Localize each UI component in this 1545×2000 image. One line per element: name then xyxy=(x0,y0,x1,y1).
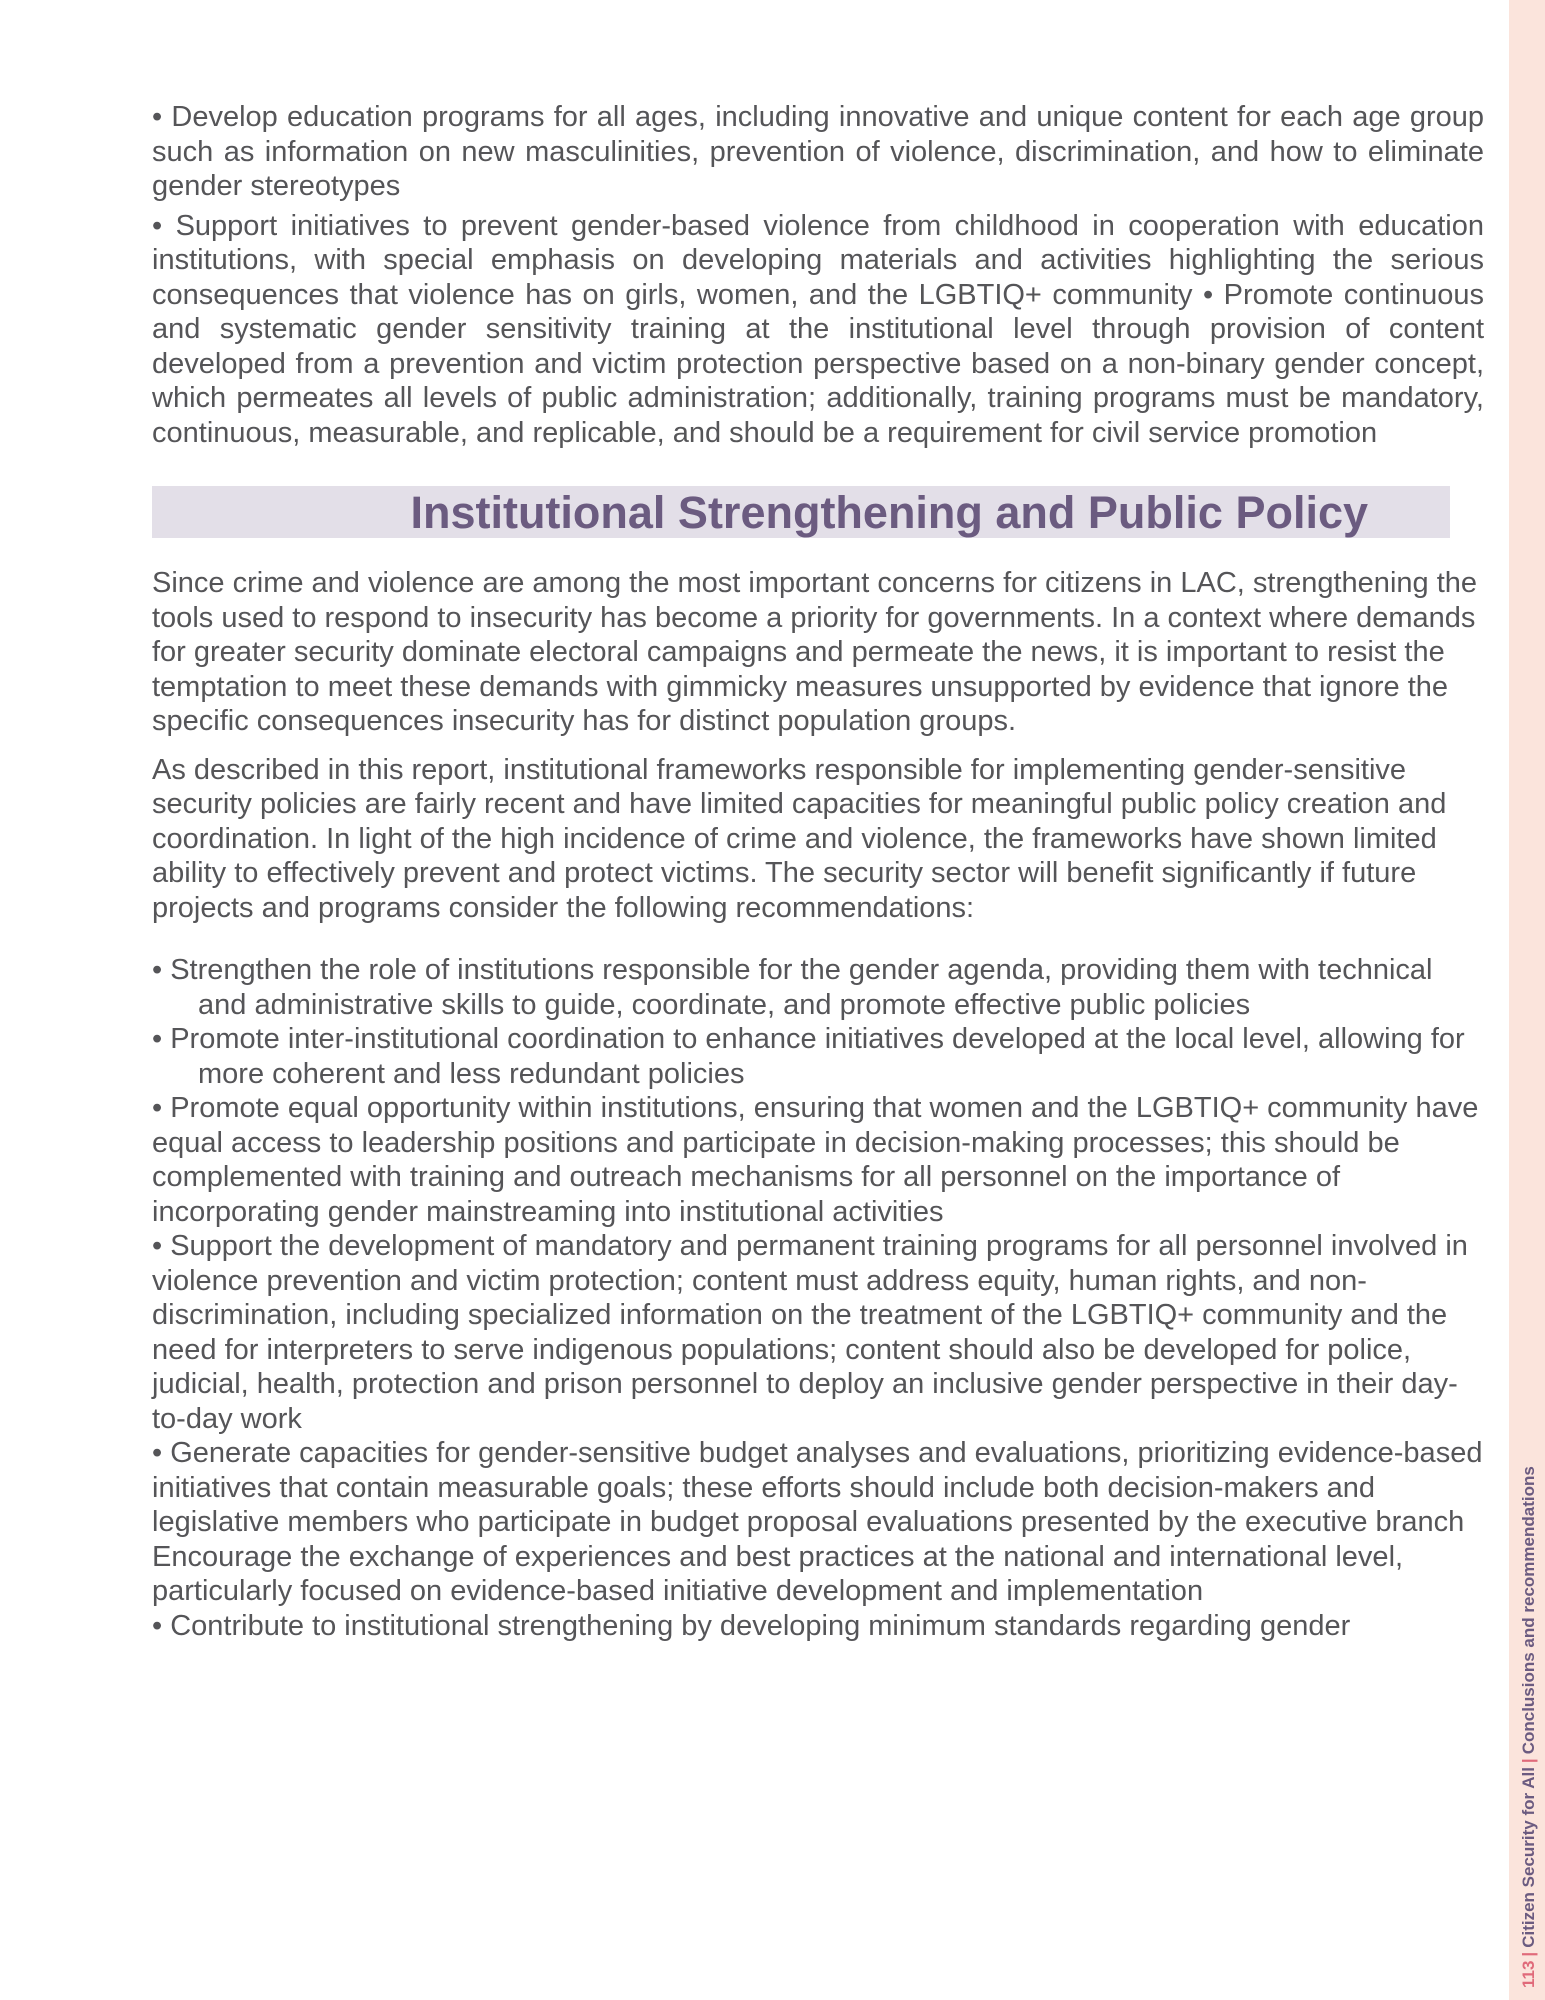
list-item: • Support initiatives to prevent gender-based violence from childhood in cooperation with education institutions, with special emphasis on developing materials and activities highlighting the serious consequences that violence has on girls, women, and the LGBTIQ+ community • Promote continuous and systematic gender sensitivity training at the institutional level through provision of content developed from a prevention and victim protection perspective based on a non-binary gender concept, which permeates all levels of public administration; additionally, training programs must be mandatory, continuous, measurable, and replicable, and should be a requirement for civil service promotion xyxy=(152,209,1484,449)
intro-paragraph: Since crime and violence are among the most important concerns for citizens in LAC, strengthening the tools used to respond to insecurity has become a priority for governments. In a context where demands for greater security dominate electoral campaigns and permeate the news, it is important to resist the temptation to meet these demands with gimmicky measures unsupported by evidence that ignore the specific consequences insecurity has for distinct population groups. xyxy=(152,567,1478,737)
book-title: Citizen Security for All xyxy=(1519,1767,1538,1948)
body-paragraph: As described in this report, institutional frameworks responsible for implementing gender-sensitive security policies are fairly recent and have limited capacities for meaningful public policy creation and coordination. In light of the high incidence of crime and violence, the frameworks have shown limited ability to effectively prevent and protect victims. The security sector will benefit significantly if future projects and programs consider the following recommendations: xyxy=(152,753,1447,924)
section-title: Institutional Strengthening and Public Policy xyxy=(410,487,1368,538)
list-item: • Promote equal opportunity within institutions, ensuring that women and the LGBTIQ+ community have equal access to leadership positions and participate in decision-making processes; this should be complemented with training and outreach mechanisms for all personnel on the importance of incorporating gender mainstreaming into institutional activities xyxy=(152,1092,1479,1228)
section-header xyxy=(152,486,1450,538)
separator: | xyxy=(1519,1951,1538,1957)
list-item: • Generate capacities for gender-sensitive budget analyses and evaluations, prioritizing evidence-based initiatives that contain measurable goals; these efforts should include both decision-makers and legislative members who participate in budget proposal evaluations presented by the executive branch xyxy=(152,1437,1483,1538)
list-item: Encourage the exchange of experiences and best practices at the national and international level, particularly focused on evidence-based initiative development and implementation xyxy=(152,1540,1404,1607)
list-item: • Strengthen the role of institutions responsible for the gender agenda, providing them with technical and administrative skills to guide, coordinate, and promote effective public policies xyxy=(152,954,1433,1021)
running-footer xyxy=(1518,1466,1540,1988)
chapter-title: Conclusions and recommendations xyxy=(1519,1466,1538,1755)
list-item: • Support the development of mandatory and permanent training programs for all personnel involved in violence prevention and victim protection; content must address equity, human rights, and non-discrimination, including specialized information on the treatment of the LGBTIQ+ community and the need for interpreters to serve indigenous populations; content should also be developed for police, judicial, health, protection and prison personnel to deploy an inclusive gender perspective in their day-to-day work xyxy=(152,1230,1468,1435)
page-content xyxy=(152,100,1484,1643)
list-item: • Promote inter-institutional coordination to enhance initiatives developed at the local level, allowing for more coherent and less redundant policies xyxy=(152,1023,1465,1090)
separator: | xyxy=(1519,1758,1538,1764)
sidebar xyxy=(1509,0,1545,2000)
list-item: • Contribute to institutional strengthening by developing minimum standards regarding gender xyxy=(152,1609,1351,1642)
page-number: 113 xyxy=(1519,1960,1538,1988)
list-item: • Develop education programs for all ages, including innovative and unique content for each age group such as information on new masculinities, prevention of violence, discrimination, and how to eliminate gender stereotypes xyxy=(152,101,1484,202)
recommendations-list xyxy=(152,953,1484,1643)
